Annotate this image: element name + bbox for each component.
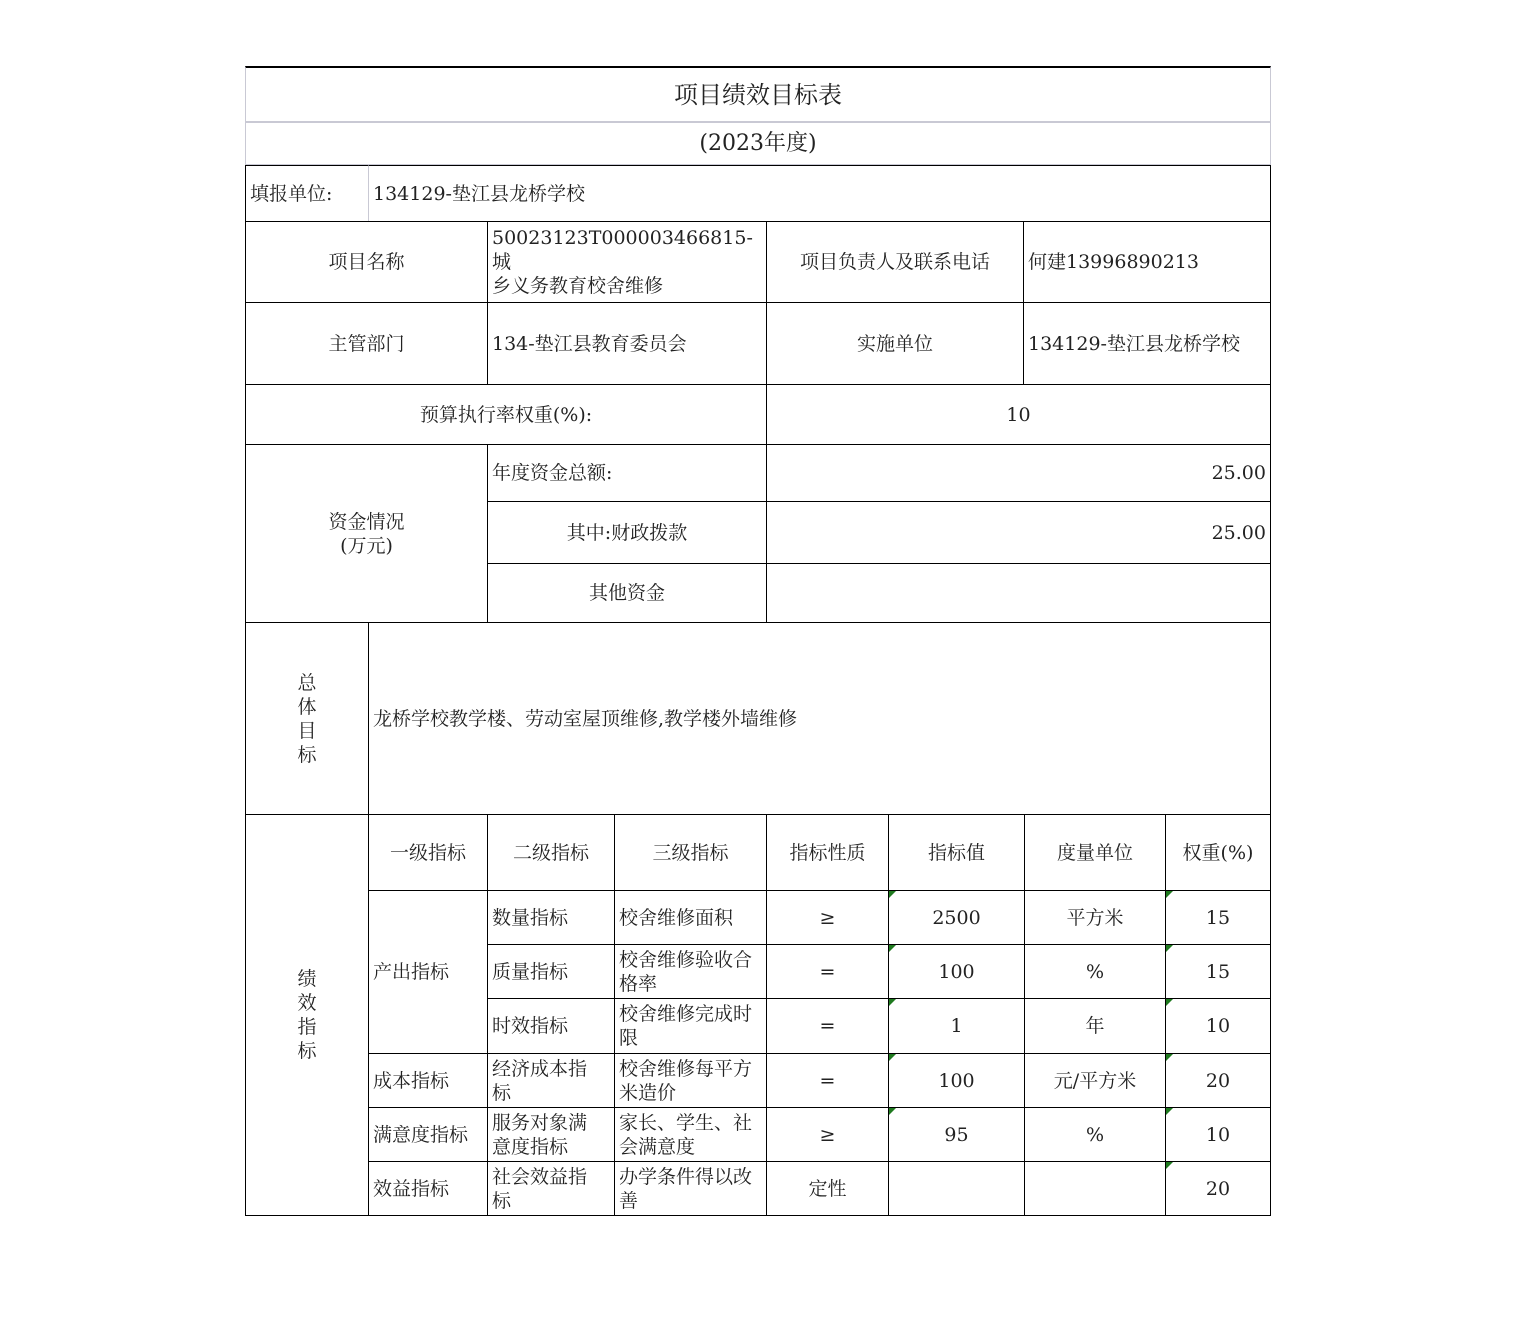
row-unit: 年 bbox=[1024, 998, 1166, 1054]
perf-indicators-label bbox=[245, 814, 369, 1216]
row-weight: 10 bbox=[1165, 998, 1271, 1054]
row-level3 bbox=[614, 998, 767, 1054]
goal-char: 标 bbox=[297, 743, 317, 766]
overall-goal-label bbox=[245, 622, 369, 815]
funds-label-line1: 资金情况 bbox=[328, 510, 405, 533]
row-weight: 10 bbox=[1165, 1107, 1271, 1162]
row-level2-line1: 经济成本指 bbox=[492, 1057, 588, 1080]
row-level3 bbox=[614, 1053, 767, 1108]
funds-total-label: 年度资金总额: bbox=[487, 444, 767, 502]
row-level2-line2: 标 bbox=[492, 1189, 512, 1212]
row-weight: 15 bbox=[1165, 890, 1271, 945]
funds-fiscal-value: 25.00 bbox=[766, 501, 1271, 564]
dept-label: 主管部门 bbox=[245, 302, 488, 385]
row-weight: 20 bbox=[1165, 1053, 1271, 1108]
row-level3-line2: 会满意度 bbox=[619, 1135, 696, 1158]
row-level3-line1: 校舍维修面积 bbox=[619, 906, 734, 929]
perf-char: 绩 bbox=[297, 968, 317, 990]
row-level3-line1: 家长、学生、社 bbox=[619, 1111, 753, 1134]
row-level2 bbox=[487, 1161, 615, 1216]
project-name-line1: 50023123T000003466815-城 bbox=[492, 227, 753, 273]
overall-goal-text: 龙桥学校教学楼、劳动室屋顶维修,教学楼外墙维修 bbox=[368, 622, 1271, 815]
row-value bbox=[888, 1161, 1025, 1216]
impl-unit-value: 134129-垫江县龙桥学校 bbox=[1023, 302, 1271, 385]
row-level2-line2: 标 bbox=[492, 1081, 512, 1104]
header-value: 指标值 bbox=[888, 814, 1025, 891]
row-value: 100 bbox=[888, 1053, 1025, 1108]
row-nature: 定性 bbox=[766, 1161, 889, 1216]
filler-unit-label: 填报单位: bbox=[245, 165, 369, 222]
row-level3 bbox=[614, 944, 767, 999]
row-level3-line1: 办学条件得以改 bbox=[619, 1165, 753, 1188]
row-level3-line2: 格率 bbox=[619, 972, 658, 995]
filler-unit-value: 134129-垫江县龙桥学校 bbox=[368, 165, 1271, 222]
sheet-year: (2023年度) bbox=[245, 122, 1271, 165]
row-unit: % bbox=[1024, 1107, 1166, 1162]
contact-value: 何建13996890213 bbox=[1023, 221, 1271, 303]
row-level2 bbox=[487, 1107, 615, 1162]
performance-target-sheet bbox=[245, 66, 1271, 1216]
row-level2-line1: 社会效益指 bbox=[492, 1165, 588, 1188]
header-nature: 指标性质 bbox=[766, 814, 889, 891]
row-unit: % bbox=[1024, 944, 1166, 999]
goal-char: 体 bbox=[297, 695, 317, 718]
header-level3: 三级指标 bbox=[614, 814, 767, 891]
sheet-title: 项目绩效目标表 bbox=[245, 66, 1271, 122]
row-level2-line1: 服务对象满 bbox=[492, 1111, 588, 1134]
row-value: 2500 bbox=[888, 890, 1025, 945]
row-nature: ≥ bbox=[766, 1107, 889, 1162]
goal-char: 总 bbox=[297, 671, 317, 694]
row-level2 bbox=[487, 1053, 615, 1108]
project-name-value bbox=[487, 221, 767, 303]
row-level3-line1: 校舍维修完成时 bbox=[619, 1003, 753, 1025]
row-value: 1 bbox=[888, 998, 1025, 1054]
project-name-label: 项目名称 bbox=[245, 221, 488, 303]
row-unit: 元/平方米 bbox=[1024, 1053, 1166, 1108]
row-level2-line2: 意度指标 bbox=[492, 1135, 569, 1158]
header-level1: 一级指标 bbox=[368, 814, 488, 891]
row-level3 bbox=[614, 890, 767, 945]
goal-char: 目 bbox=[297, 719, 317, 742]
project-name-line2: 乡义务教育校舍维修 bbox=[492, 275, 664, 297]
row-level3-line2: 善 bbox=[619, 1189, 639, 1212]
impl-unit-label: 实施单位 bbox=[766, 302, 1024, 385]
row-unit bbox=[1024, 1161, 1166, 1216]
header-weight: 权重(%) bbox=[1165, 814, 1271, 891]
row-nature: = bbox=[766, 944, 889, 999]
dept-value: 134-垫江县教育委员会 bbox=[487, 302, 767, 385]
funds-label bbox=[245, 444, 488, 623]
row-level3-line1: 校舍维修验收合 bbox=[619, 948, 753, 971]
row-nature: ≥ bbox=[766, 890, 889, 945]
row-unit: 平方米 bbox=[1024, 890, 1166, 945]
level1-benefit: 效益指标 bbox=[368, 1161, 488, 1216]
row-weight: 15 bbox=[1165, 944, 1271, 999]
row-value: 95 bbox=[888, 1107, 1025, 1162]
funds-label-line2: (万元) bbox=[340, 534, 393, 557]
row-value: 100 bbox=[888, 944, 1025, 999]
perf-char: 效 bbox=[297, 992, 317, 1014]
row-nature: = bbox=[766, 1053, 889, 1108]
funds-fiscal-label: 其中:财政拨款 bbox=[487, 501, 767, 564]
perf-char: 指 bbox=[297, 1016, 317, 1038]
funds-total-value: 25.00 bbox=[766, 444, 1271, 502]
level1-satisfaction: 满意度指标 bbox=[368, 1107, 488, 1162]
funds-other-value bbox=[766, 563, 1271, 623]
contact-label: 项目负责人及联系电话 bbox=[766, 221, 1024, 303]
row-level3-line2: 米造价 bbox=[619, 1081, 677, 1104]
level1-output: 产出指标 bbox=[368, 890, 488, 1054]
funds-other-label: 其他资金 bbox=[487, 563, 767, 623]
level1-cost: 成本指标 bbox=[368, 1053, 488, 1108]
row-level2: 数量指标 bbox=[487, 890, 615, 945]
row-level3 bbox=[614, 1161, 767, 1216]
row-nature: = bbox=[766, 998, 889, 1054]
row-level2: 质量指标 bbox=[487, 944, 615, 999]
perf-char: 标 bbox=[297, 1040, 317, 1062]
row-level2: 时效指标 bbox=[487, 998, 615, 1054]
row-level3 bbox=[614, 1107, 767, 1162]
budget-weight-value: 10 bbox=[766, 384, 1271, 445]
row-level3-line2: 限 bbox=[619, 1027, 639, 1049]
header-level2: 二级指标 bbox=[487, 814, 615, 891]
row-weight: 20 bbox=[1165, 1161, 1271, 1216]
row-level3-line1: 校舍维修每平方 bbox=[619, 1057, 753, 1080]
header-unit: 度量单位 bbox=[1024, 814, 1166, 891]
budget-weight-label: 预算执行率权重(%): bbox=[245, 384, 767, 445]
